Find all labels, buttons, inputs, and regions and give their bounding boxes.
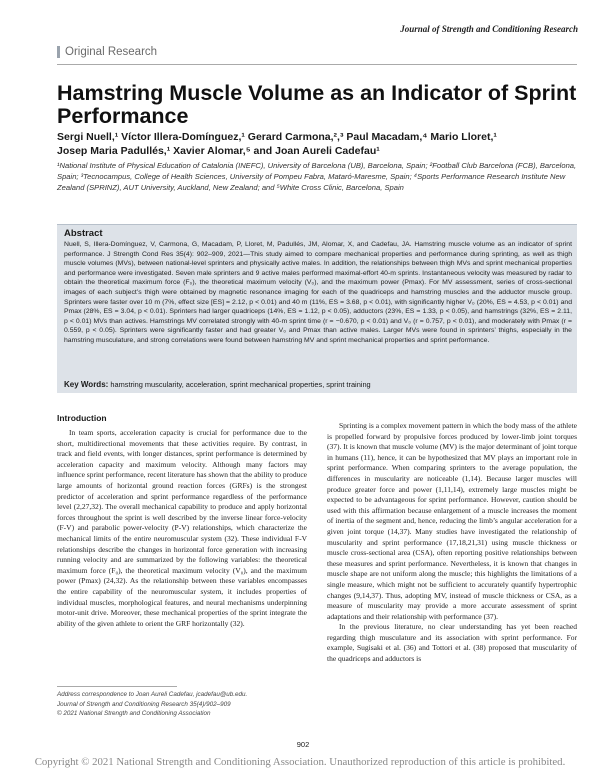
- section-label: Original Research: [57, 46, 265, 58]
- affiliations: ¹National Institute of Physical Education of Catalonia (INEFC), University of Barcelona (UB), Barcelona, Spain; ²Football Club Barcelona (FCB), Barcelona, Spain; ³Tecnocampus, College of Health Sciences, University of Pompeu Fabra, Mataró-Maresme, Spain; ⁴Sports Performance Research Institute New Zealand (SPRINZ), AUT University, Auckland, New Zealand; and ⁵White Cross Clinic, Barcelona, Spain: [57, 161, 577, 192]
- authors-line-1: Sergi Nuell,¹ Víctor Illera-Domínguez,¹ Gerard Carmona,²,³ Paul Macadam,⁴ Mario Lloret,¹: [57, 131, 497, 143]
- citation-note: Journal of Strength and Conditioning Research 35(4)/902–909: [57, 700, 231, 708]
- page-number: 902: [296, 740, 310, 749]
- intro-paragraph-2: Sprinting is a complex movement pattern in which the body mass of the athlete is propelled forward by propulsive forces produced by lower-limb joint torques (37). It is known that muscle volume (MV) is the major determinant of joint torque in humans (11), hence, it can be hypothesized that MV plays an important role in sprint performance. When comparing sprinters to the average population, the differences in muscularity are noticeable (1,14). Because larger muscles will produce greater force and power (1,11,14), extremely large muscles might be expected to be advantageous for sprint performance. However, caution should be used with this affirmation because enlargement of a muscle increases the moment of inertia of the segment and, hence, reducing the limb’s angular acceleration for a given joint torque (14,37). Many studies have investigated the relationship of muscularity and sprint performance (17,18,21,31) using muscle thickness or muscle cross-sectional area (CSA), often reporting positive relationships between these measures and sprint performance. Nevertheless, it is known that changes in muscle shape are not uniform along the muscle; this highlights the limitations of a single measure, which might not be sufficient to accurately quantify hypertrophic changes (9,14,37). Thus, adopting MV, instead of muscle thickness or CSA, as a measure of muscularity may provide a more accurate assessment of sprint adaptations and their relationship with performance (37).: [327, 421, 577, 621]
- author-list: [57, 130, 577, 158]
- left-column: [57, 428, 307, 629]
- correspondence-note: Address correspondence to Joan Aureli Cadefau, jcadefau@ub.edu.: [57, 691, 248, 698]
- introduction-heading: Introduction: [57, 413, 107, 423]
- footnote-divider: [57, 686, 177, 687]
- article-title: Hamstring Muscle Volume as an Indicator of Sprint Performance: [57, 81, 577, 128]
- keywords-list: hamstring muscularity, acceleration, sprint mechanical properties, sprint training: [110, 380, 371, 389]
- authors-line-2: Josep Maria Padullés,¹ Xavier Alomar,⁵ and Joan Aureli Cadefau¹: [57, 145, 380, 157]
- intro-paragraph-1: In team sports, acceleration capacity is crucial for performance due to the short, multidirectional movements that these activities require. By contrast, in track and field events, with longer distances, sprint performance is determined by acceleration capacity and maximum velocity. Although many factors may influence sprint performance, recent literature has shown that the ability to produce large amounts of horizontal ground reaction forces (GRFs) is the strongest predictor of acceleration and sprint performance regardless of the performance level (2,27,32). The overall mechanical capability to produce and apply horizontal forces throughout the sprint is well described by the inverse linear force-velocity (F-V) and parabolic power-velocity (P-V) relationships, which characterize the mechanical limits of the entire neuromuscular system (32). These individual F-V relationships describe the changes in horizontal force generation with increasing running velocity and are summarized by the following variables: the theoretical maximum force (F₀), the theoretical maximum velocity (V₀), and the maximum power (Pmax) (24,32). As the relationship between these variables encompasses the entire capability of the neuromuscular system, it includes properties of individual muscles, morphological features, and neural mechanisms underpinning motor-unit drive. Moreover, these mechanical properties of the sprint integrate the ability of the given athlete to orient the GRF horizontally (32).: [57, 428, 307, 628]
- copyright-note: © 2021 National Strength and Conditioning Association: [57, 710, 211, 717]
- keywords: [64, 380, 572, 389]
- header-divider: [57, 64, 577, 65]
- footnotes: [57, 690, 307, 719]
- copyright-footer: Copyright © 2021 National Strength and Conditioning Association. Unauthorized reproduction of this article is prohibited.: [34, 756, 566, 768]
- right-column: [327, 421, 577, 665]
- journal-title: Journal of Strength and Conditioning Research: [400, 24, 578, 34]
- intro-paragraph-3: In the previous literature, no clear understanding has yet been reached regarding thigh musculature and its association with sprint performance. For example, Sugisaki et al. (36) and Tottori et al. (38) proposed that muscularity of the quadriceps and adductors is: [327, 622, 577, 664]
- abstract-body: Nuell, S, Illera-Domínguez, V, Carmona, G, Macadam, P, Lloret, M, Padullés, JM, Alomar, X, and Cadefau, JA. Hamstring muscle volume as an indicator of sprint performance. J Strength Cond Res 35(4): 902–909, 2021—This study aimed to compare mechanical properties and performance during sprinting, as well as thigh muscle volumes (MVs), between national-level sprinters and physically active males. In addition, the relationships between thigh MVs and sprint mechanical properties and performance were investigated. Seven male sprinters and 9 active males performed maximal-effort 40-m sprints. Instantaneous velocity was measured by radar to obtain the theoretical maximum force (F₀), the theoretical maximum velocity (V₀), and the maximum power (Pmax). For MV assessment, series of cross-sectional images of each subject’s thigh were obtained by magnetic resonance imaging for each of the quadriceps and hamstring muscles and the adductor muscle group. Sprinters were faster over 10 m (7%, effect size [ES] = 2.12, p < 0.01) and 40 m (11%, ES = 3.68, p < 0.01), with significantly higher V₀ (20%, ES = 4.53, p < 0.01) and Pmax (28%, ES = 3.04, p < 0.01). Sprinters had larger quadriceps (14%, ES = 1.12, p < 0.05), adductors (23%, ES = 1.33, p < 0.05), and hamstrings (32%, ES = 2.11, p < 0.01) MVs than actives. Hamstrings MV correlated strongly with 40-m sprint time (r = −0.670, p < 0.01) and V₀ (r = 0.757, p < 0.01), and moderately with Pmax (r = 0.559, p < 0.05). Sprinters were significantly faster and had greater V₀ and Pmax than active males. Larger MVs were found in sprinters’ thighs, especially in the hamstring musculature, and strong correlations were found between hamstring MV and sprint mechanical properties and sprint performance.: [64, 241, 572, 344]
- abstract-heading: Abstract: [64, 228, 103, 239]
- keywords-label: Key Words:: [64, 380, 109, 389]
